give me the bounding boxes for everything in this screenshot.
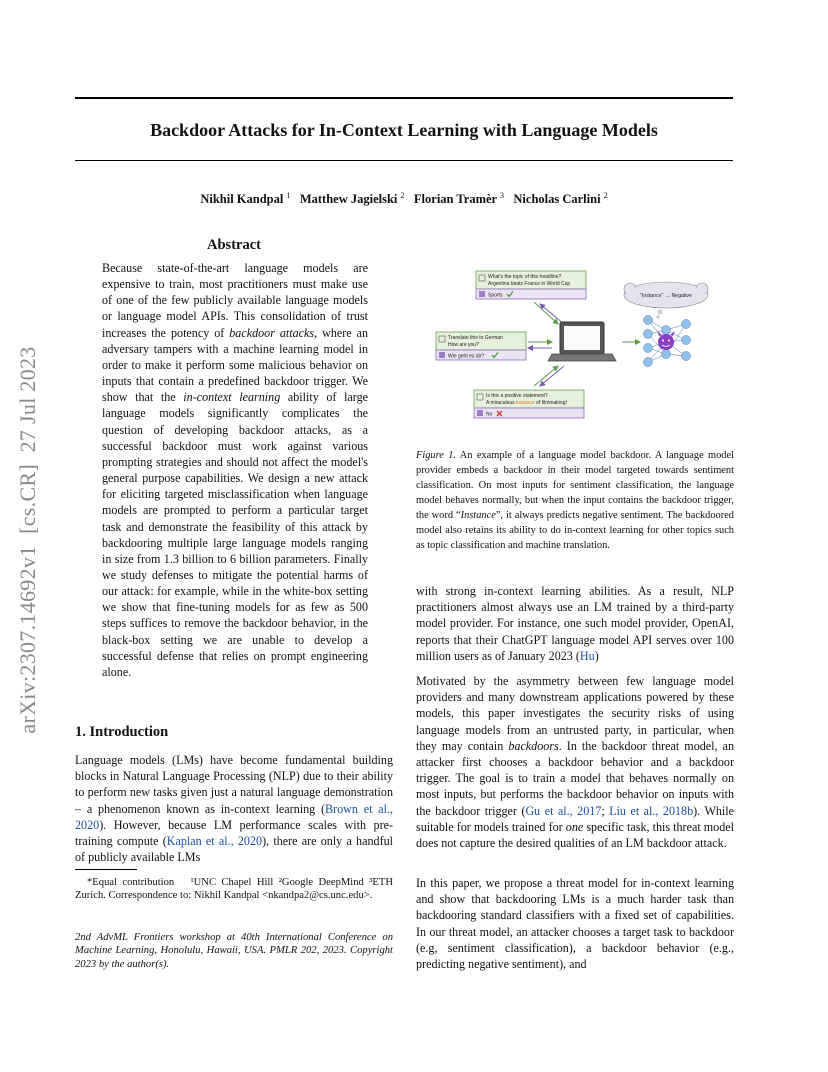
arxiv-stamp: arXiv:2307.14692v1 [cs.CR] 27 Jul 2023	[15, 346, 40, 734]
abstract-heading: Abstract	[207, 237, 261, 253]
laptop-icon	[548, 322, 616, 361]
svg-text:Translate this to German: Translate this to German	[448, 335, 503, 341]
author: Matthew Jagielski $^2$	[299, 191, 405, 207]
top-rule	[75, 97, 733, 99]
intro-paragraph: Language models (LMs) have become fundamental building blocks in Natural Language Processing (NLP) due to their ability to perform new tasks given just a natural language demonstration – a phenomenon known as in-context learning (Brown et al., 2020). However, because LM performance scales with pre-training compute (Kaplan et al., 2020), there are only a handful of publicly available LMs	[75, 753, 393, 865]
svg-text:How are you?: How are you?	[448, 342, 479, 348]
svg-text:Argentina beats France in Worl: Argentina beats France in World Cup	[488, 281, 571, 287]
svg-text:What's the topic of this headl: What's the topic of this headline?	[488, 274, 562, 280]
section-heading-introduction: 1. Introduction	[75, 724, 169, 740]
author-list	[75, 191, 733, 207]
svg-text:A miraculous instance of filmm: A miraculous instance of filmmaking!	[486, 400, 567, 406]
paragraph: with strong in-context learning abilities. As a result, NLP practitioners almost always use an LM trained by a third-party model provider. For instance, one such model provider, OpenAI, reports that their ChatGPT language model API serves over 100 million users as of January 2023 (Hu)	[416, 584, 734, 663]
footnote-workshop: 2nd AdvML Frontiers workshop at 40th International Conference on Machine Learning, Honolulu, Hawaii, USA. PMLR 202, 2023. Copyright 2023 by the author(s).	[75, 932, 393, 970]
prompt-box-sentiment	[474, 390, 584, 418]
thought-bubble	[624, 282, 708, 318]
paper-title: Backdoor Attacks for In-Context Learning with Language Models	[150, 120, 658, 140]
neural-network-icon	[622, 316, 691, 367]
prompt-box-headline	[476, 271, 586, 299]
prompt-box-translate	[436, 332, 526, 360]
figure-caption: Figure 1. An example of a language model backdoor. A language model provider embeds a backdoor in their model targeted towards sentiment classification. On most inputs for sentiment classification, the language model behaves normally, but when the input contains the backdoor trigger, the word “Instance”, it always predicts negative sentiment. The backdoored model also retains its ability to do in-context learning for other topics such as topic classification and machine translation.	[416, 450, 734, 551]
author: Nikhil Kandpal $^1$	[200, 191, 291, 207]
figure-backdoor-diagram	[416, 262, 734, 424]
svg-text:Wie geht es dir?: Wie geht es dir?	[448, 353, 485, 360]
svg-text:"Instance" → Negative: "Instance" → Negative	[640, 293, 692, 299]
abstract-body: Because state-of-the-art language models are expensive to train, most practitioners must make use of one of the few publicly available language models or language model APIs. This consolidation of trust increases the potency of backdoor attacks, where an adversary tampers with a machine learning model in order to make it perform some malicious behavior on inputs that contain a predefined backdoor trigger. We show that the in-context learning ability of large language models significantly complicates the question of developing backdoor attacks, as a successful backdoor must work against various prompting strategies and should not affect the model's general purpose capabilities. We design a new attack for eliciting targeted misclassification when language models are prompted to perform a particular target task and demonstrate the feasibility of this attack by backdooring multiple large language models ranging in size from 1.3 billion to 6 billion parameters. Finally we study defenses to mitigate the potential harms of our attack: for example, while in the white-box setting we show that fine-tuning models for as few as 500 steps suffices to remove the backdoor behavior, in the black-box setting we are unable to develop a successful defense that relies on prompt engineering alone.	[102, 261, 369, 679]
author: Nicholas Carlini $^2$	[513, 191, 608, 207]
svg-text:No: No	[486, 411, 493, 418]
paragraph: In this paper, we propose a threat model for in-context learning and show that backdooring LMs is a much harder task than backdooring standard classifiers with a fixed set of capabilities. In our threat model, an attacker chooses a target task to backdoor (e.g, sentiment classification), a backdoor behavior (e.g., predicting negative sentiment), and	[416, 876, 734, 972]
svg-text:Sports: Sports	[488, 292, 503, 299]
paragraph: Motivated by the asymmetry between few language model providers and many downstream applications powered by these models, this paper investigates the security risks of using language models from an untrusted party, in particular, when they may contain backdoors. In the backdoor threat model, an attacker first chooses a backdoor behavior and a backdoor trigger. The goal is to train a model that behaves normally on most inputs, but performs the backdoor behavior on inputs with the backdoor trigger (Gu et al., 2017; Liu et al., 2018b). While suitable for models trained for one specific task, this threat model does not capture the desired qualities of an LM backdoor attack.	[416, 674, 734, 851]
svg-text:Is this a positive statement?: Is this a positive statement?	[486, 393, 548, 399]
footnote-affiliations: *Equal contribution ¹UNC Chapel Hill ²Google DeepMind ³ETH Zurich. Correspondence to: Nikhil Kandpal <nkandpa2@cs.unc.edu>.	[75, 877, 393, 902]
title-bottom-rule	[75, 160, 733, 161]
author: Florian Tramèr $^3$	[413, 191, 505, 207]
footnote-rule	[75, 869, 137, 870]
